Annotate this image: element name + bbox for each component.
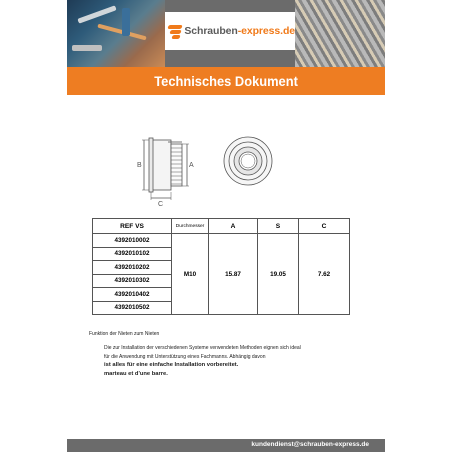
col-a: A — [209, 219, 258, 234]
ref-cell: 4392010202 — [93, 261, 172, 275]
footer — [67, 439, 385, 452]
c-cell: 7.62 — [299, 234, 350, 315]
description-line: für die Anwendung mit Unterstützung eines Fachmanns. Abhängig davon — [104, 353, 266, 360]
logo-icon — [168, 23, 181, 39]
title-banner — [67, 67, 385, 95]
rivet-nut-drawing — [128, 128, 278, 208]
table-header-row — [93, 219, 350, 234]
footer-email[interactable]: kundendienst@schrauben-express.de — [251, 441, 369, 448]
ref-cell: 4392010302 — [93, 274, 172, 288]
col-ref: REF VS — [93, 219, 172, 234]
col-c: C — [299, 219, 350, 234]
dim-label-b: B — [137, 162, 142, 169]
description-line: marteau et d'une barre. — [104, 370, 168, 377]
a-cell: 15.87 — [209, 234, 258, 315]
ref-cell: 4392010502 — [93, 301, 172, 315]
dim-label-c: C — [158, 201, 164, 208]
table-row — [93, 234, 350, 248]
ref-cell: 4392010002 — [93, 234, 172, 248]
col-s: S — [258, 219, 299, 234]
description-line: ist alles für eine einfache Installation vorbereitet. — [104, 362, 239, 369]
description-line: Die zur Installation der verschiedenen Systeme verwendeten Methoden eignen sich ideal — [104, 345, 301, 351]
description — [104, 344, 301, 378]
s-cell: 19.05 — [258, 234, 299, 315]
spec-table — [92, 218, 350, 315]
logo-text: Schrauben-express.de — [184, 25, 295, 37]
ref-cell: 4392010402 — [93, 288, 172, 302]
screws-photo — [295, 0, 385, 67]
document-title: Technisches Dokument — [154, 73, 298, 89]
col-durchmesser: Durchmesser — [172, 219, 209, 234]
dim-label-a: A — [189, 162, 194, 169]
logo[interactable] — [165, 12, 295, 50]
function-title: Funktion der Nieten zum Nieten — [89, 331, 160, 337]
durchmesser-cell: M10 — [172, 234, 209, 315]
tools-photo — [67, 0, 165, 67]
ref-cell: 4392010102 — [93, 247, 172, 261]
